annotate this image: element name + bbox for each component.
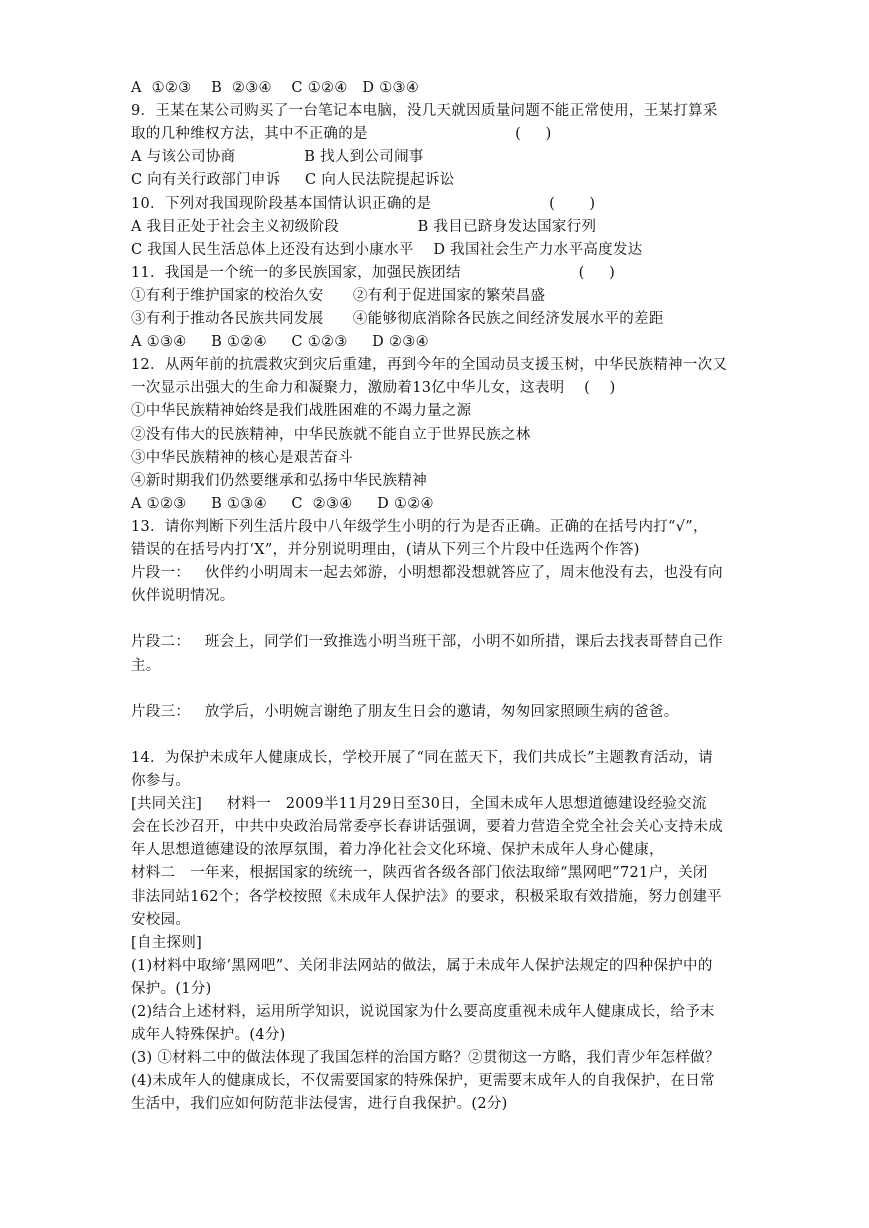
- text-line: A ①③④ B ①②④ C ①②③ D ②③④: [131, 334, 429, 351]
- text-line: 片段三： 放学后，小明婉言谢绝了朋友生日会的邀请，匆匆回家照顾生病的爸爸。: [131, 703, 679, 720]
- text-line: A 与该公司协商 B 找人到公司闹事: [131, 149, 424, 166]
- text-line: 非法同站162个；各学校按照《未成年人保护法》的要求，积极采取有效措施，努力创建平: [131, 888, 722, 905]
- text-line: 你参与。: [131, 773, 191, 789]
- text-line: 错误的在括号内打‘X”，并分别说明理由，(请从下列三个片段中任选两个作答): [131, 542, 640, 558]
- text-line: 成年人特殊保护。(4分): [131, 1027, 286, 1044]
- text-line: ③中华民族精神的核心是艰苦奋斗: [131, 449, 353, 466]
- text-line: 年人思想道德建设的浓厚氛围，着力净化社会文化环境、保护未成年人身心健康，: [131, 842, 664, 859]
- text-line: (1)材料中取缔’黑网吧”、关闭非法网站的做法，属于未成年人保护法规定的四种保护中的: [131, 957, 713, 974]
- text-line: 14．为保护未成年人健康成长，学校开展了“同在蓝天下，我们共成长”主题教育活动，请: [131, 749, 714, 766]
- text-line: C 向有关行政部门申诉 C 向人民法院提起诉讼: [131, 172, 455, 189]
- text-line: 生活中，我们应如何防范非法侵害，进行自我保护。(2分): [131, 1096, 508, 1113]
- text-line: 12．从两年前的抗震救灾到灾后重建，再到今年的全国动员支援玉树，中华民族精神一次又: [131, 357, 728, 374]
- text-line: (3) ①材料二中的做法体现了我国怎样的治国方略？②贯彻这一方略，我们青少年怎样做？: [131, 1050, 720, 1067]
- text-line: ①有利于维护国家的校治久安 ②有利于促进国家的繁荣昌盛: [131, 287, 546, 304]
- text-line: ①中华民族精神始终是我们战胜困难的不竭力量之源: [131, 403, 472, 420]
- text-line: ③有利于推动各民族共同发展 ④能够彻底消除各民族之间经济发展水平的差距: [131, 311, 664, 327]
- text-line: (2)结合上述材料，运用所学知识，说说国家为什么要高度重视未成年人健康成长，给予末: [131, 1004, 715, 1020]
- text-line: 材料二 一年来，根据国家的统统一，陕西省各级各部门依法取缔“黑网吧”721户，关闭: [131, 865, 708, 882]
- text-line: 9．王某在某公司购买了一台笔记本电脑，没几天就因质量问题不能正常使用，王某打算采: [131, 103, 718, 120]
- text-line: 伙伴说明情况。: [131, 588, 235, 605]
- text-line: A ①②③ B ①③④ C ②③④ D ①②④: [131, 495, 434, 512]
- text-line: ④新时期我们仍然要继承和弘扬中华民族精神: [131, 472, 427, 489]
- text-line: C 我国人民生活总体上还没有达到小康水平 D 我国社会生产力水平高度发达: [131, 241, 643, 258]
- text-line: 片段二： 班会上，同学们一致推选小明当班干部，小明不如所措，课后去找表哥替自己作: [131, 634, 723, 651]
- text-line: A ①②③ B ②③④ C ①②④ D ①③④: [131, 80, 420, 96]
- text-line: [自主探则]: [131, 934, 203, 951]
- text-line: 10．下列对我国现阶段基本国情认识正确的是 ( ): [131, 195, 596, 212]
- text-line: 主。: [131, 657, 161, 674]
- text-line: (4)未成年人的健康成长，不仅需要国家的特殊保护，更需要末成年人的自我保护，在日常: [131, 1073, 715, 1090]
- text-line: 13．请你判断下列生活片段中八年级学生小明的行为是否正确。正确的在括号内打“√”，: [131, 518, 708, 535]
- text-line: A 我目正处于社会主义初级阶段 B 我目已跻身发达国家行列: [131, 218, 597, 235]
- text-line: 安校园。: [131, 911, 191, 928]
- text-line: 片段一： 伙伴约小明周末一起去郊游，小明想都没想就答应了，周末他没有去，也没有向: [131, 565, 723, 582]
- text-line: 保护。(1分): [131, 980, 212, 997]
- text-line: 11．我国是一个统一的多民族国家，加强民族团结 ( ): [131, 264, 616, 281]
- text-line: ②没有伟大的民族精神，中华民族就不能自立于世界民族之林: [131, 426, 531, 443]
- text-line: 一次显示出强大的生命力和凝聚力，激励着13亿中华儿女，这表明 ( ): [131, 380, 616, 397]
- text-line: 会在长沙召开，中共中央政治局常委亭长春讲话强调，要着力营造全党全社会关心支持未成: [131, 819, 723, 836]
- text-line: 取的几种维权方法，其中不正确的是 ( ): [131, 126, 552, 143]
- text-line: [共同关注] 材料一 2009半11月29日至30日，全国未成年人思想道德建设经验交流: [131, 796, 707, 813]
